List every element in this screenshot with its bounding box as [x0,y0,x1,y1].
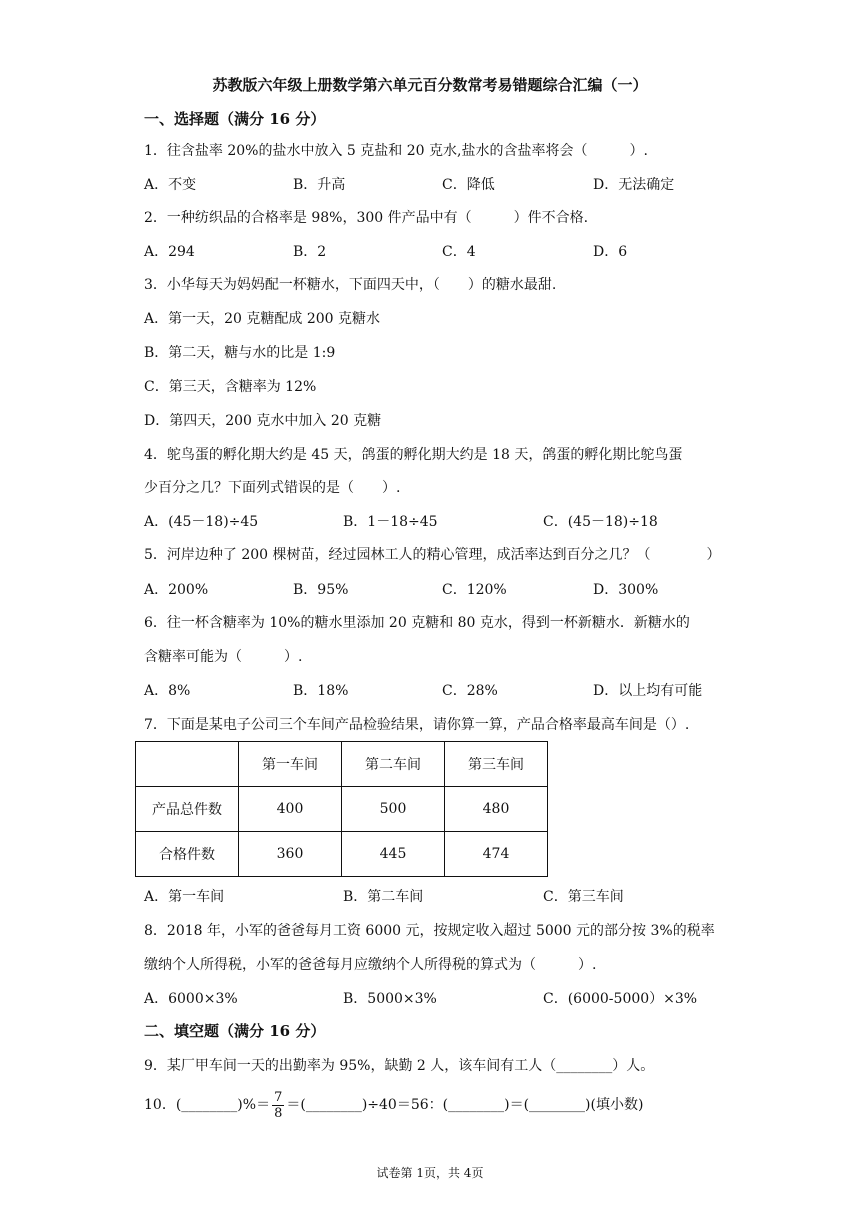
table-cell: 产品总件数 [136,787,239,832]
question-6-line-2: 含糖率可能为（ ）. [144,649,303,665]
q10-blank-4: (________) [523,1097,591,1113]
q10-blank-2: (________) [300,1097,368,1113]
table-cell: 360 [239,832,342,877]
question-3: 3．小华每天为妈妈配一杯糖水，下面四天中，（ ）的糖水最甜. [144,277,557,293]
page-title: 苏教版六年级上册数学第六单元百分数常考易错题综合汇编（一） [212,76,648,94]
table-header-cell [136,742,239,787]
section-heading-fill: 二、填空题（满分 16 分） [144,1022,326,1040]
q1-option-b: B．升高 [293,177,346,193]
workshop-table [135,741,548,877]
q4-option-a: A．(45－18)÷45 [144,514,259,530]
table-row [136,832,548,877]
question-5: 5．河岸边种了 200 棵树苗，经过园林工人的精心管理，成活率达到百分之几？（ ） [144,547,721,563]
q10-blank-1: (________) [175,1097,243,1113]
table-cell: 474 [445,832,548,877]
q10-equals-2: ＝ [509,1097,524,1113]
question-9: 9．某厂甲车间一天的出勤率为 95%，缺勤 2 人，该车间有工人（________）人。 [144,1058,655,1074]
page-footer: 试卷第 1页，共 4页 [376,1166,484,1180]
question-8-line-2: 缴纳个人所得税，小军的爸爸每月应缴纳个人所得税的算式为（ ）. [144,957,597,973]
fraction-denominator: 8 [274,1105,283,1121]
table-cell: 445 [342,832,445,877]
q1-option-d: D．无法确定 [593,177,675,193]
table-cell: 合格件数 [136,832,239,877]
q1-option-c: C．降低 [442,177,495,193]
question-7: 7．下面是某电子公司三个车间产品检验结果，请你算一算，产品合格率最高车间是（）. [144,717,690,733]
q2-option-b: B．2 [293,244,327,260]
table-cell: 500 [342,787,445,832]
q10-equals: ＝ [286,1097,301,1113]
q3-option-a: A．第一天，20 克糖配成 200 克糖水 [144,311,380,327]
q2-option-a: A．294 [144,244,195,260]
q10-blank-3: (________) [442,1097,510,1113]
q4-option-c: C．(45－18)÷18 [543,514,658,530]
q3-option-b: B．第二天，糖与水的比是 1:9 [144,345,336,361]
q10-suffix: (填小数) [590,1097,644,1113]
q6-option-a: A．8% [144,683,191,699]
q7-option-b: B．第二车间 [343,889,424,905]
question-6-line-1: 6．往一杯含糖率为 10%的糖水里添加 20 克糖和 80 克水，得到一杯新糖水．新糖水的 [144,615,690,631]
table-header-cell: 第三车间 [445,742,548,787]
q5-option-a: A．200% [144,582,209,598]
q2-option-c: C．4 [442,244,476,260]
q6-option-c: C．28% [442,683,498,699]
question-8-line-1: 8．2018 年，小军的爸爸每月工资 6000 元，按规定收入超过 5000 元的部分按 3%的税率 [144,923,715,939]
q10-percent-equals: %＝ [242,1097,271,1113]
fraction [272,1090,284,1121]
table-cell: 400 [239,787,342,832]
q6-option-b: B．18% [293,683,349,699]
question-4-line-1: 4．鸵鸟蛋的孵化期大约是 45 天，鸽蛋的孵化期大约是 18 天，鸽蛋的孵化期比鸵鸟蛋 [144,447,683,463]
q7-option-c: C．第三车间 [543,889,624,905]
q4-option-b: B．1－18÷45 [343,514,438,530]
q5-option-b: B．95% [293,582,349,598]
q1-option-a: A．不变 [144,177,197,193]
q8-option-b: B．5000×3% [343,991,437,1007]
section-heading-choice: 一、选择题（满分 16 分） [144,110,326,128]
q8-option-c: C．(6000-5000）×3% [543,991,698,1007]
question-10 [144,1088,643,1122]
question-1: 1．往含盐率 20%的盐水中放入 5 克盐和 20 克水,盐水的含盐率将会（ ）. [144,143,648,159]
table-header-cell: 第一车间 [239,742,342,787]
q5-option-c: C．120% [442,582,507,598]
q2-option-d: D．6 [593,244,628,260]
q3-option-c: C．第三天，含糖率为 12% [144,379,317,395]
table-cell: 480 [445,787,548,832]
q5-option-d: D．300% [593,582,659,598]
q3-option-d: D．第四天，200 克水中加入 20 克糖 [144,413,382,429]
question-2: 2．一种纺织品的合格率是 98%，300 件产品中有（ ）件不合格. [144,210,589,226]
table-row [136,787,548,832]
question-4-line-2: 少百分之几？下面列式错误的是（ ）. [144,480,401,496]
q8-option-a: A．6000×3% [144,991,238,1007]
table-header-cell: 第二车间 [342,742,445,787]
q10-division: ÷40＝56： [367,1097,443,1113]
q10-number: 10． [144,1097,176,1113]
q6-option-d: D．以上均有可能 [593,683,703,699]
table-header-row [136,742,548,787]
fraction-numerator: 7 [274,1089,283,1105]
q7-option-a: A．第一车间 [144,889,225,905]
